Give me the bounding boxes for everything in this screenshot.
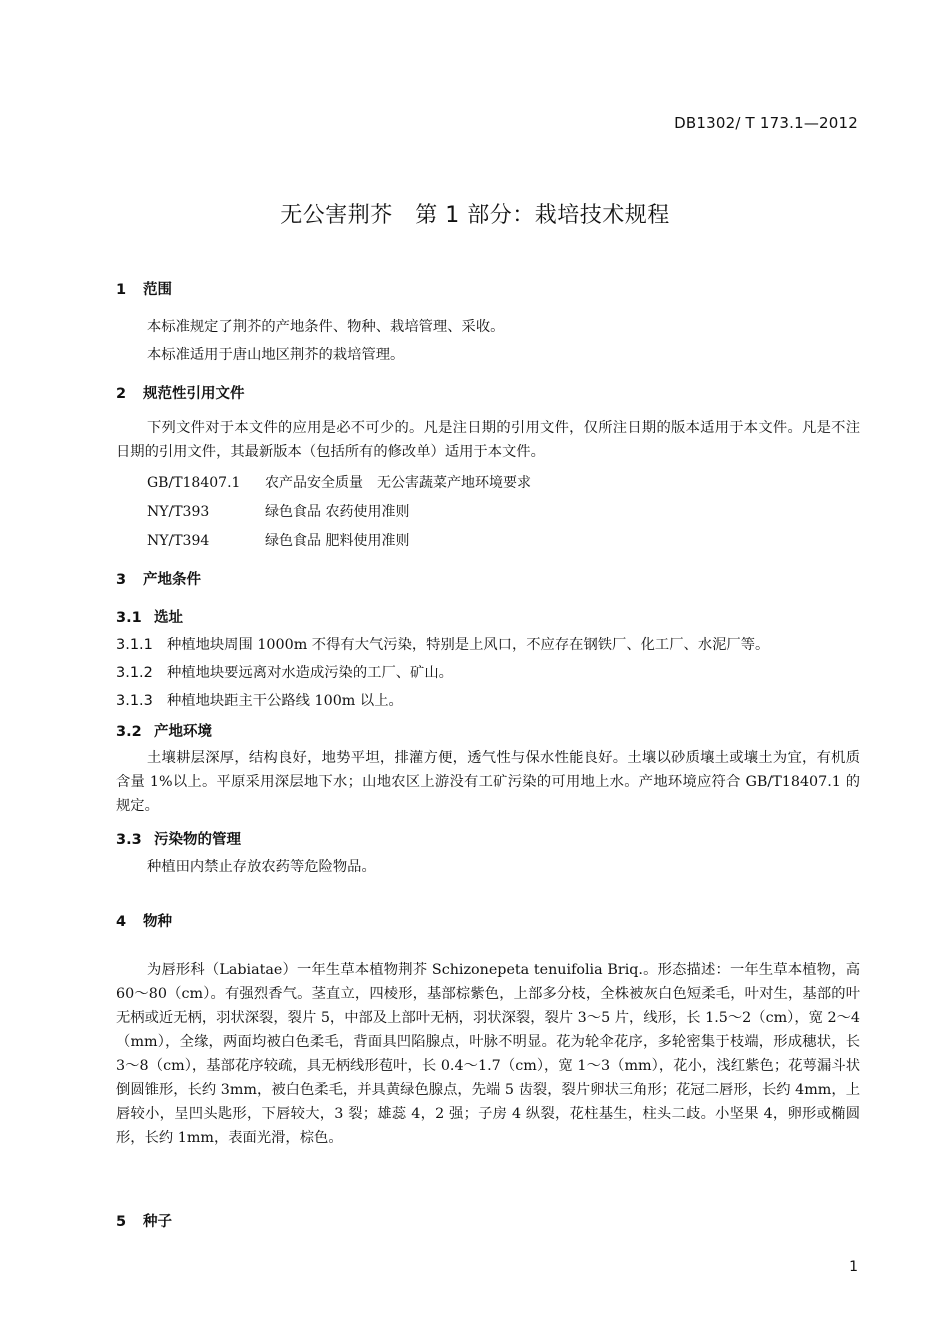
section-title: 物种 (143, 914, 172, 930)
paragraph: 本标准规定了荆芥的产地条件、物种、栽培管理、采收。 (147, 319, 505, 335)
section-5-heading (116, 1210, 172, 1231)
section-title: 种子 (143, 1214, 172, 1230)
reference-title: 绿色食品 农药使用准则 (265, 504, 410, 520)
subsection-title: 污染物的管理 (154, 832, 241, 848)
subsection-number: 3.1 (116, 610, 142, 626)
clause-text: 种植地块要远离对水造成污染的工厂、矿山。 (167, 665, 453, 681)
subsection-3-2-heading (116, 720, 212, 741)
reference-code: NY/T394 (147, 533, 210, 549)
section-title: 产地条件 (143, 572, 201, 588)
clause-text: 种植地块周围 1000m 不得有大气污染，特别是上风口，不应存在钢铁厂、化工厂、水泥厂等。 (167, 637, 770, 653)
clause-3-1-3 (116, 690, 403, 710)
section-2-heading (116, 382, 245, 403)
subsection-number: 3.2 (116, 724, 142, 740)
section-title: 规范性引用文件 (143, 386, 245, 402)
section-number: 4 (116, 914, 127, 930)
clause-number: 3.1.2 (116, 665, 153, 681)
clause-number: 3.1.3 (116, 693, 153, 709)
reference-code: GB/T18407.1 (147, 475, 241, 491)
section-number: 3 (116, 572, 127, 588)
section-number: 1 (116, 282, 127, 298)
document-title: 无公害荆芥 第 1 部分：栽培技术规程 (280, 203, 670, 228)
paragraph: 下列文件对于本文件的应用是必不可少的。凡是注日期的引用文件，仅所注日期的版本适用于本文件。凡是不注日期的引用文件，其最新版本（包括所有的修改单）适用于本文件。 (116, 420, 860, 460)
paragraph: 种植田内禁止存放农药等危险物品。 (147, 859, 376, 875)
reference-item (147, 501, 409, 521)
reference-title: 绿色食品 肥料使用准则 (265, 533, 410, 549)
page-number: 1 (849, 1259, 858, 1275)
subsection-3-3-heading (116, 828, 241, 849)
clause-3-1-2 (116, 662, 453, 682)
section-number: 5 (116, 1214, 127, 1230)
clause-number: 3.1.1 (116, 637, 153, 653)
clause-3-1-1 (116, 634, 769, 654)
subsection-title: 选址 (154, 610, 183, 626)
section-title: 范围 (143, 282, 172, 298)
section-3-heading (116, 568, 201, 589)
reference-item (147, 472, 531, 492)
reference-code: NY/T393 (147, 504, 210, 520)
reference-title: 农产品安全质量 无公害蔬菜产地环境要求 (265, 475, 531, 491)
subsection-title: 产地环境 (154, 724, 212, 740)
document-id: DB1302/ T 173.1—2012 (674, 114, 858, 132)
reference-item (147, 530, 409, 550)
section-4-heading (116, 910, 172, 931)
section-1-heading (116, 278, 172, 299)
paragraph: 本标准适用于唐山地区荆芥的栽培管理。 (147, 347, 405, 363)
clause-text: 种植地块距主干公路线 100m 以上。 (167, 693, 403, 709)
paragraph: 为唇形科（Labiatae）一年生草本植物荆芥 Schizonepeta tenuifolia Briq.。形态描述：一年生草本植物，高 60～80（cm）。有强烈香气。茎直立，四棱形，基部棕紫色，上部多分枝，全株被灰白色短柔毛，叶对生，基部的叶无柄或近无柄，羽状深裂，裂片 5，中部及上部叶无柄，羽状深裂，裂片 3～5 片，线形，长 1.5～2（cm），宽 2～4（mm），全缘，两面均被白色柔毛，背面具凹陷腺点，叶脉不明显。花为轮伞花序，多轮密集于枝端，形成穗状，长 3～8（cm），基部花序较疏，具无柄线形苞叶，长 0.4～1.7（cm），宽 1～3（mm），花小，浅红紫色；花萼漏斗状倒圆锥形，长约 3mm，被白色柔毛，并具黄绿色腺点，先端 5 齿裂，裂片卵状三角形；花冠二唇形，长约 4mm，上唇较小，呈凹头匙形，下唇较大，3 裂；雄蕊 4，2 强；子房 4 纵裂，花柱基生，柱头二歧。小坚果 4，卵形或椭圆形，长约 1mm，表面光滑，棕色。 (116, 962, 860, 1146)
section-number: 2 (116, 386, 127, 402)
subsection-number: 3.3 (116, 832, 142, 848)
paragraph: 土壤耕层深厚，结构良好，地势平坦，排灌方便，透气性与保水性能良好。土壤以砂质壤土或壤土为宜，有机质含量 1%以上。平原采用深层地下水；山地农区上游没有工矿污染的可用地上水。产地环境应符合 GB/T18407.1 的规定。 (116, 750, 860, 814)
subsection-3-1-heading (116, 606, 183, 627)
